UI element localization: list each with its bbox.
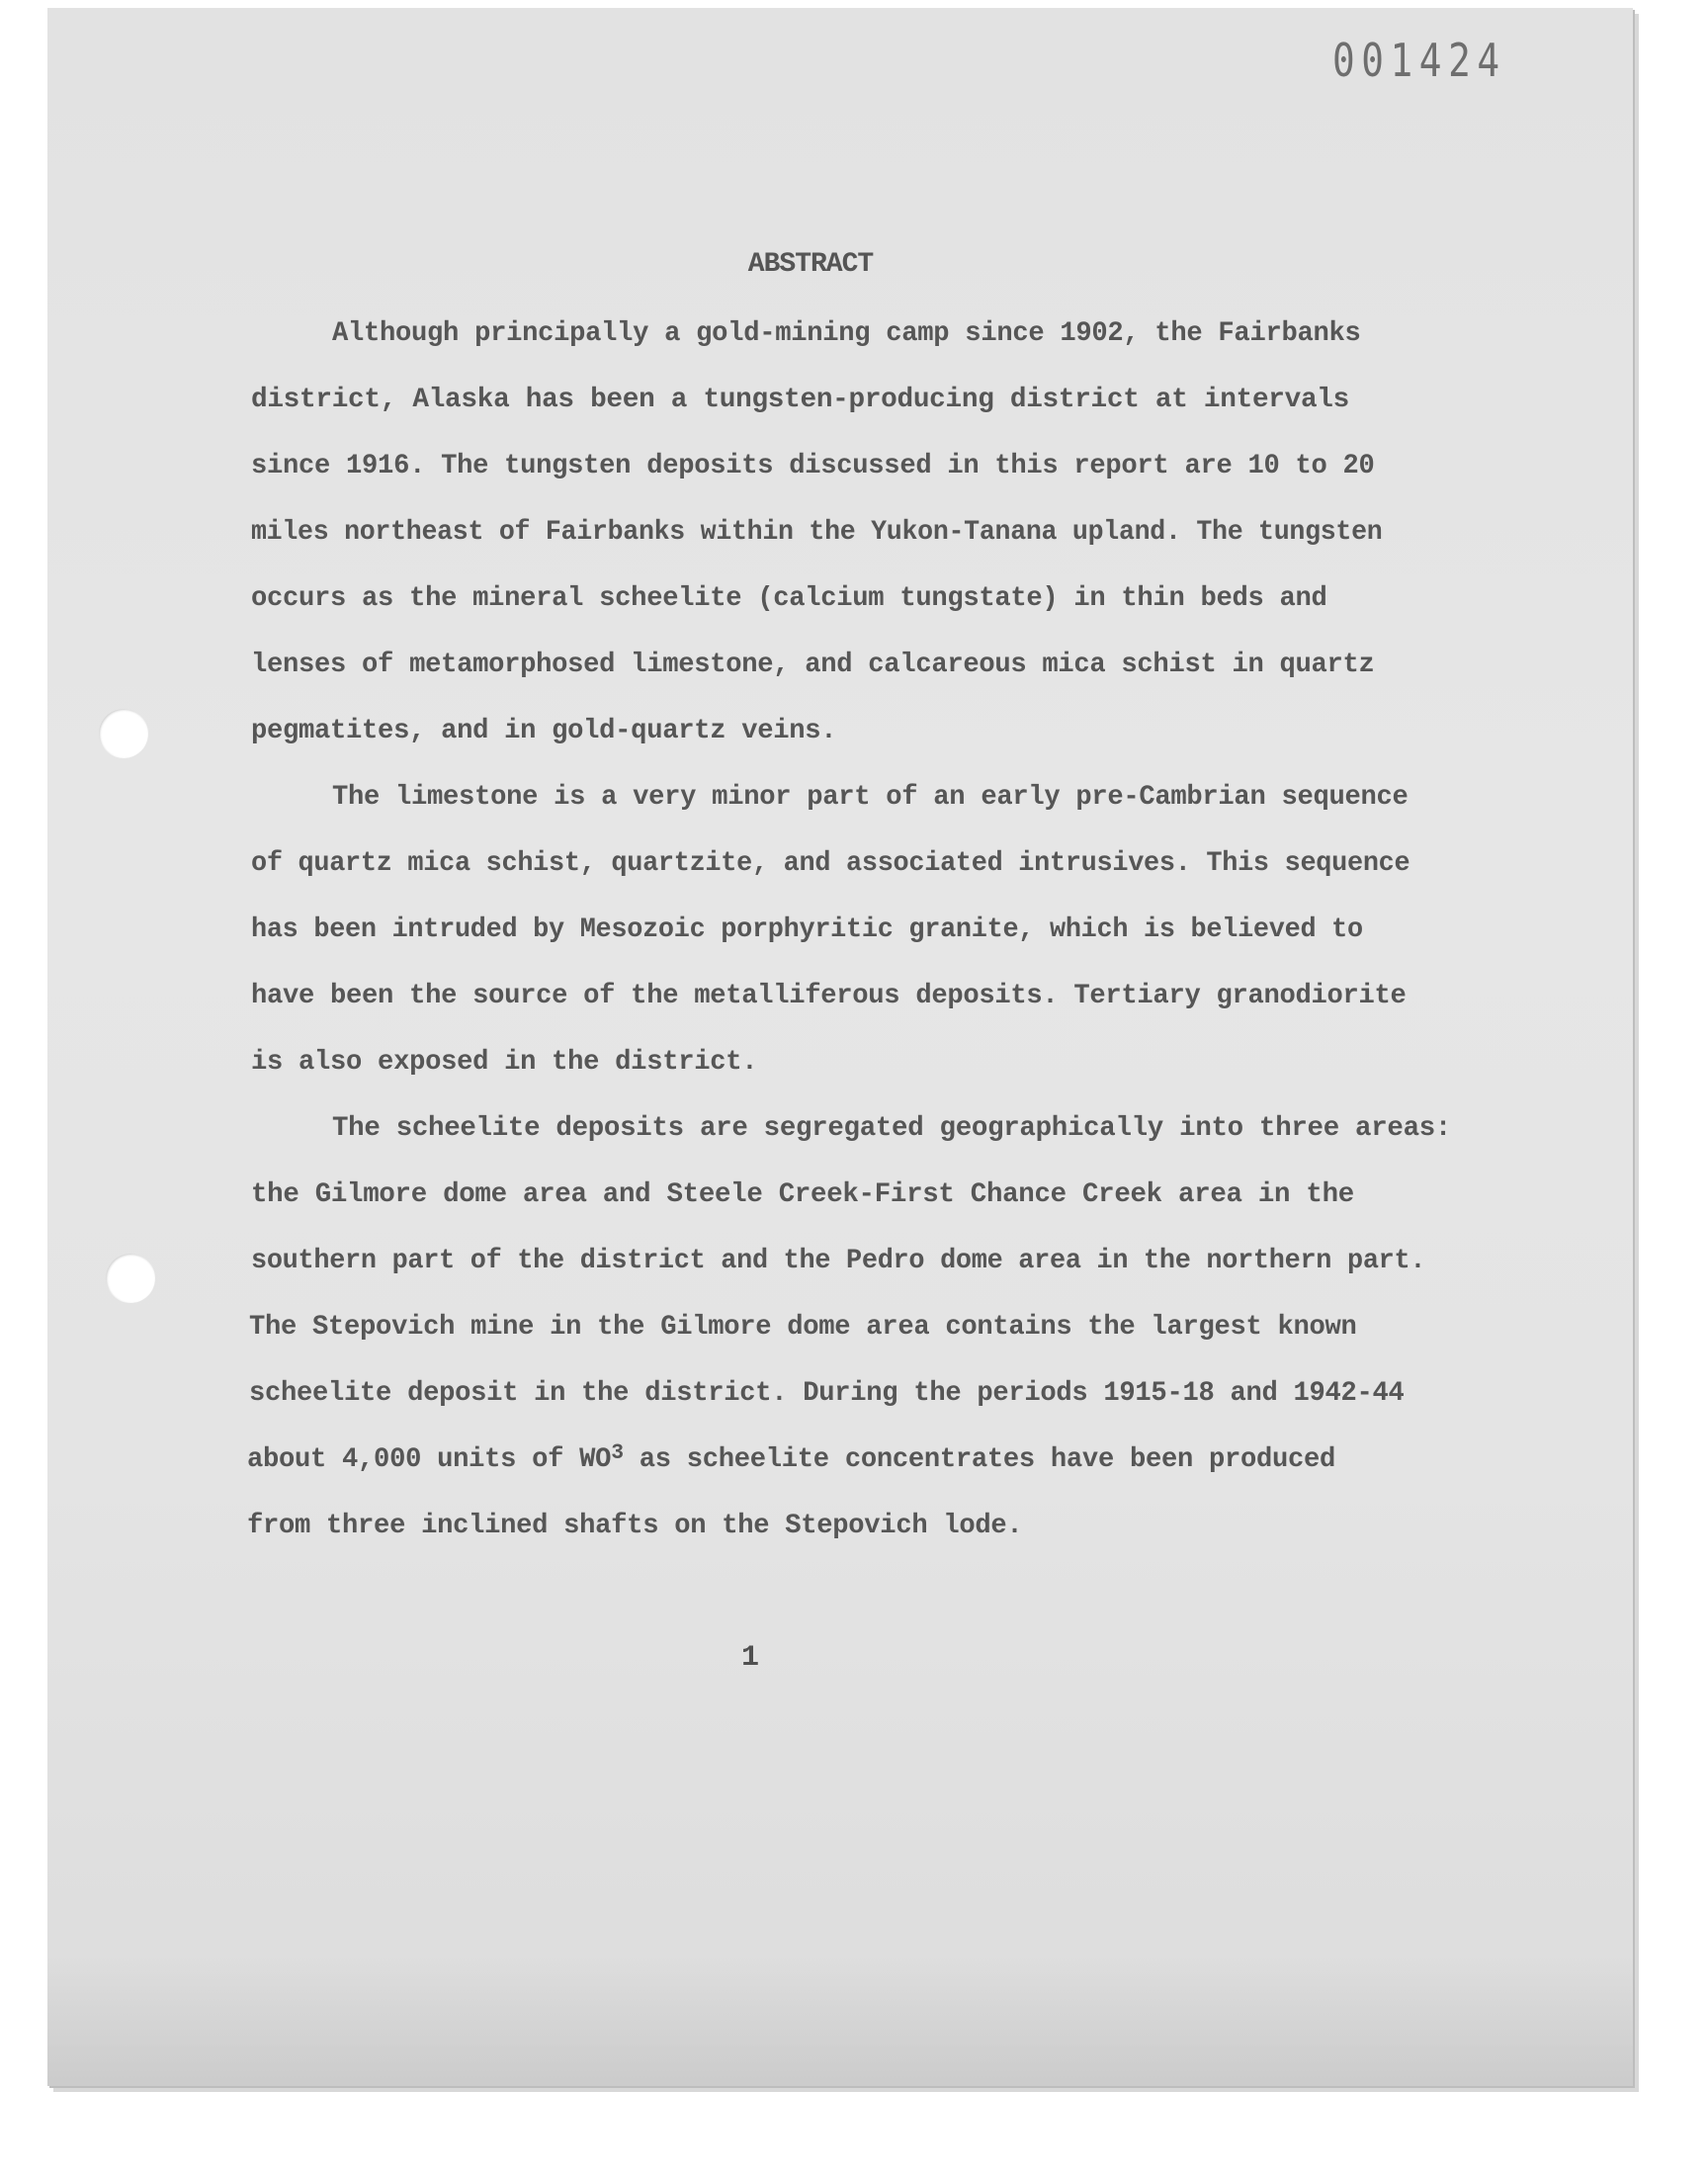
paragraph-1-line: lenses of metamorphosed limestone, and calcareous mica schist in quartz xyxy=(251,650,1375,680)
paragraph-1-line: since 1916. The tungsten deposits discussed in this report are 10 to 20 xyxy=(251,451,1375,481)
paragraph-3-line: from three inclined shafts on the Stepovich lode. xyxy=(247,1511,1023,1541)
formula-superscript: 3 xyxy=(611,1440,624,1465)
paragraph-1-line: Although principally a gold-mining camp since 1902, the Fairbanks xyxy=(332,318,1361,349)
punch-hole-lower xyxy=(106,1254,155,1303)
paragraph-3-line: the Gilmore dome area and Steele Creek-First Chance Creek area in the xyxy=(251,1179,1354,1210)
document-number: 001424 xyxy=(1332,34,1506,87)
paragraph-3-line: The scheelite deposits are segregated geographically into three areas: xyxy=(332,1113,1452,1144)
paragraph-1-line: occurs as the mineral scheelite (calcium tungstate) in thin beds and xyxy=(251,583,1327,614)
paragraph-3-line: The Stepovich mine in the Gilmore dome area contains the largest known xyxy=(249,1312,1357,1343)
abstract-heading: ABSTRACT xyxy=(747,249,874,280)
paper-shadow-band xyxy=(47,1958,1633,2086)
paragraph-3-line-with-formula xyxy=(247,1440,1336,1475)
paragraph-2-line: is also exposed in the district. xyxy=(251,1047,758,1078)
formula-text: about 4,000 units of WO xyxy=(247,1444,612,1475)
formula-trailing-text: as scheelite concentrates have been produced xyxy=(623,1444,1336,1475)
paragraph-2-line: have been the source of the metalliferous deposits. Tertiary granodiorite xyxy=(251,981,1407,1011)
paragraph-1-line: district, Alaska has been a tungsten-producing district at intervals xyxy=(251,385,1349,415)
paragraph-1-line: pegmatites, and in gold-quartz veins. xyxy=(251,716,837,746)
paragraph-2-line: of quartz mica schist, quartzite, and associated intrusives. This sequence xyxy=(251,848,1410,879)
paragraph-3-line: southern part of the district and the Pedro dome area in the northern part. xyxy=(251,1246,1426,1276)
paragraph-2-line: has been intruded by Mesozoic porphyritic granite, which is believed to xyxy=(251,914,1363,945)
page-number: 1 xyxy=(741,1641,760,1675)
paragraph-3-line: scheelite deposit in the district. During the periods 1915-18 and 1942-44 xyxy=(249,1378,1405,1409)
paragraph-2-line: The limestone is a very minor part of an early pre-Cambrian sequence xyxy=(332,782,1409,813)
paragraph-1-line: miles northeast of Fairbanks within the Yukon-Tanana upland. The tungsten xyxy=(251,517,1383,548)
punch-hole-upper xyxy=(99,709,148,758)
